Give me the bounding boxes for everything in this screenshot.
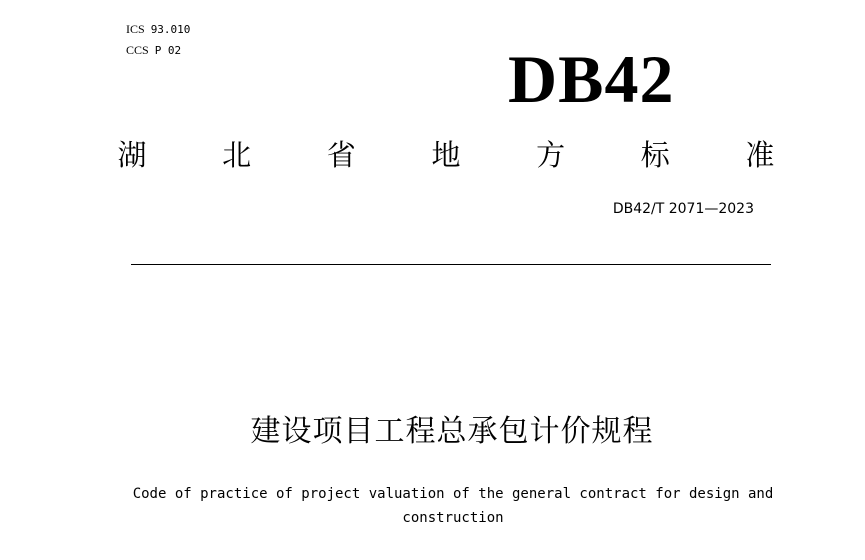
standard-type-char: 准 xyxy=(745,138,775,172)
standard-type-char: 湖 xyxy=(117,138,147,172)
ics-label: ICS xyxy=(126,22,145,36)
ccs-classification xyxy=(126,43,181,58)
standard-type-char: 地 xyxy=(431,138,461,172)
ics-classification xyxy=(126,22,190,37)
ccs-code: P 02 xyxy=(154,44,182,57)
document-title-english: Code of practice of project valuation of the general contract for design and construction xyxy=(132,486,774,526)
standard-type-char: 方 xyxy=(536,138,566,172)
standard-number: DB42/T 2071—2023 xyxy=(612,201,754,217)
ics-code: 93.010 xyxy=(150,23,191,36)
standard-type-heading xyxy=(112,132,780,178)
standard-type-char: 北 xyxy=(222,138,252,172)
standard-type-char: 省 xyxy=(326,138,356,172)
standard-type-char: 标 xyxy=(640,138,670,172)
document-title-chinese: 建设项目工程总承包计价规程 xyxy=(250,414,654,449)
standard-logo: DB42 xyxy=(508,41,675,117)
header-divider xyxy=(131,264,771,265)
ccs-label: CCS xyxy=(126,43,149,57)
